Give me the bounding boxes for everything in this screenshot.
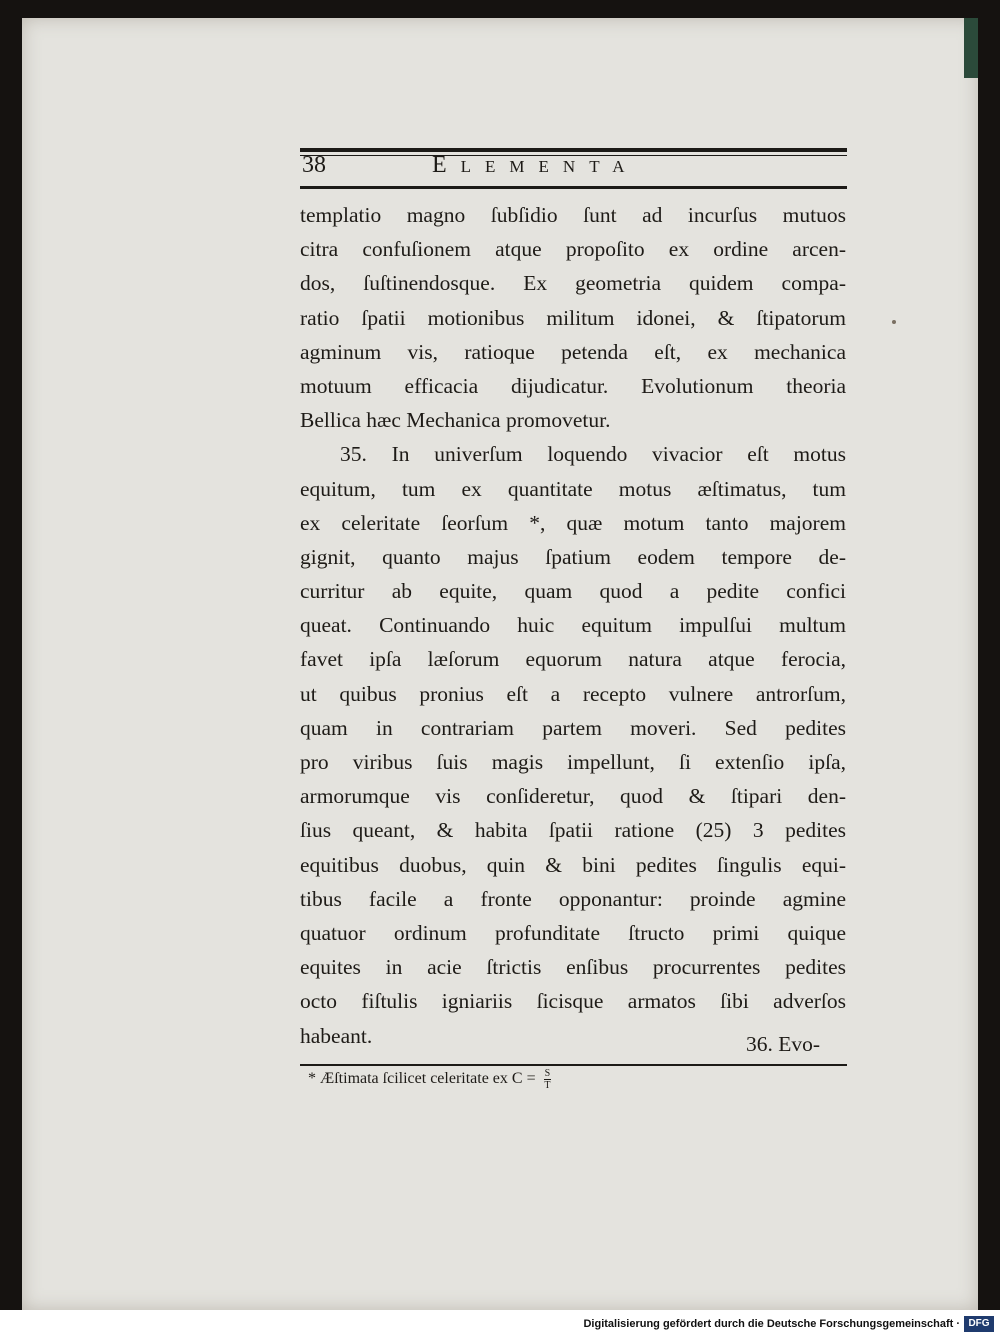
text-line: Bellica hæc Mechanica promovetur. <box>300 408 611 433</box>
body-text <box>300 198 846 1053</box>
text-line: dos, ſuſtinendosque. Ex geometria quidem compa- <box>300 271 846 296</box>
footnote <box>308 1068 551 1091</box>
fraction-denominator: T <box>544 1080 551 1091</box>
binding-edge <box>964 18 978 78</box>
text-line: agminum vis, ratioque petenda eſt, ex mechanica <box>300 339 846 364</box>
dfg-logo: DFG <box>964 1316 994 1332</box>
fraction-numerator: S <box>544 1068 551 1079</box>
text-line: curritur ab equite, quam quod a pedite confici <box>300 579 846 604</box>
page-number: 38 <box>302 152 326 178</box>
footnote-fraction <box>544 1068 552 1091</box>
text-line: tibus facile a fronte opponantur: proinde agmine <box>300 886 846 911</box>
text-line: quatuor ordinum profunditate ſtructo primi quique <box>300 920 846 945</box>
text-line: gignit, quanto majus ſpatium eodem tempore de- <box>300 544 846 569</box>
text-line: templatio magno ſubſidio ſunt ad incurſus mutuos <box>300 203 846 227</box>
text-line: pro viribus ſuis magis impellunt, ſi extenſio ipſa, <box>300 750 846 774</box>
header-rule-bottom <box>300 186 847 189</box>
text-line: armorumque vis conſideretur, quod & ſtipari den- <box>300 784 846 809</box>
text-line: ſius queant, & habita ſpatii ratione (25) 3 pedites <box>300 818 846 843</box>
text-line: queat. Continuando huic equitum impulſui multum <box>300 613 846 638</box>
digitization-credit: Digitalisierung gefördert durch die Deutsche Forschungsgemeinschaft · <box>583 1318 960 1330</box>
paper-spot <box>892 320 896 324</box>
text-line: habeant. <box>300 1023 373 1048</box>
text-line: octo fiſtulis igniariis ſicisque armatos ſibi adverſos <box>300 989 846 1014</box>
text-line: citra confuſionem atque propoſito ex ordine arcen- <box>300 237 846 262</box>
text-line: quam in contrariam partem moveri. Sed pedites <box>300 715 846 740</box>
footnote-text: * Æſtimata ſcilicet celeritate ex C = <box>308 1070 536 1088</box>
text-line: ex celeritate ſeorſum *, quæ motum tanto majorem <box>300 510 846 535</box>
text-line: 35. In univerſum loquendo vivacior eſt motus <box>340 442 846 467</box>
running-title: Elementa <box>432 152 639 178</box>
text-line: favet ipſa læſorum equorum natura atque ferocia, <box>300 647 846 672</box>
text-line: ut quibus pronius eſt a recepto vulnere antrorſum, <box>300 681 846 706</box>
catchword: 36. Evo- <box>746 1032 821 1056</box>
footnote-rule <box>300 1064 847 1066</box>
text-line: equites in acie ſtrictis enſibus procurrentes pedites <box>300 955 846 980</box>
text-line: ratio ſpatii motionibus militum idonei, & ſtipatorum <box>300 305 846 330</box>
text-line: motuum efficacia dijudicatur. Evolutionum theoria <box>300 373 846 398</box>
text-line: equitum, tum ex quantitate motus æſtimatus, tum <box>300 476 846 501</box>
text-line: equitibus duobus, quin & bini pedites ſingulis equi- <box>300 852 846 877</box>
